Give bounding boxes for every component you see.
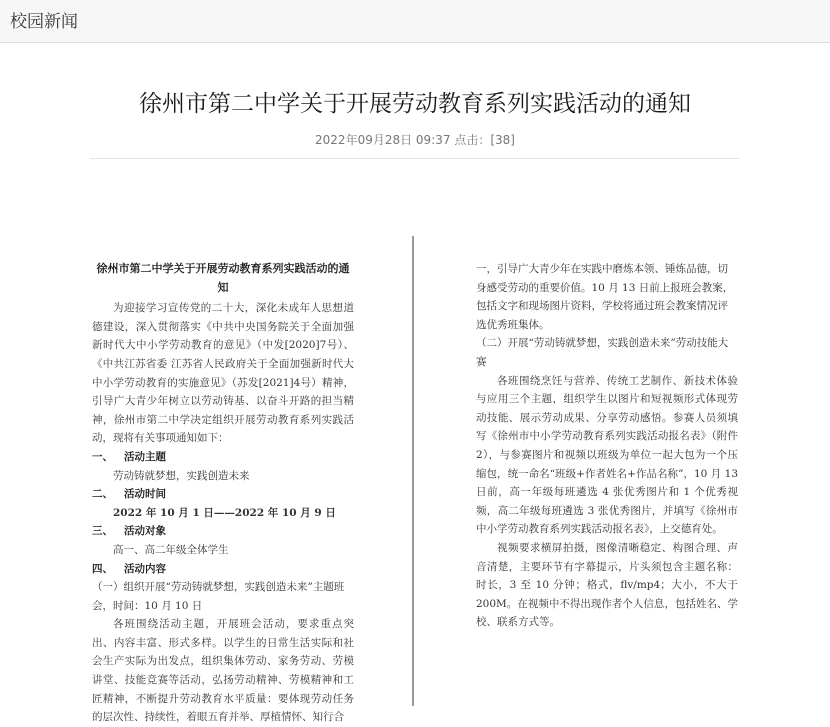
section-4-body-1: 各班围绕活动主题，开展班会活动，要求重点突出、内容丰富、形式多样。以学生的日常生活实际和社会生产实际为出发点，组织集体劳动、家务劳动、劳模讲堂、技能竞赛等活动，弘扬劳动精神、劳模精神和工匠精神，不断提升劳动教育水平质量：要体现劳动任务的层次性、持续性，着眼五育并举、厚植情怀、知行合 — [92, 618, 354, 724]
title-divider — [90, 158, 740, 159]
section-3-body: 高一、高二年级全体学生 — [113, 543, 229, 556]
doc-intro: 为迎接学习宣传党的二十大，深化未成年人思想道德建设，深入贯彻落实《中共中央国务院关于全面加强新时代大中小学劳动教育的意见》（中发[2020]7号）、《中共江苏省委 江苏省人民政府关于全面加强新时代大中小学劳动教育的实施意见》（苏发[2021]4号）精神，引导广大青少年树立以劳动铸基、以奋斗开路的担当精神，徐州市第二中学决定组织开展劳动教育系列实践活动，现将有关事项通知如下： — [92, 302, 354, 445]
document-right-page — [476, 260, 738, 632]
article-meta: 2022年09月28日 09:37 点击：[38] — [315, 133, 515, 147]
section-4-heading: 四、 活动内容 — [92, 562, 166, 575]
top-bar — [0, 0, 830, 43]
section-4-sub-1: （一）组织开展“劳动铸就梦想，实践创造未来”主题班会，时间：10 月 10 日 — [92, 581, 345, 612]
section-3-heading: 三、 活动对象 — [92, 525, 166, 538]
right-para-2: 各班围绕烹饪与营养、传统工艺制作、新技术体验与应用三个主题，组织学生以图片和短视频形式体现劳动技能、展示劳动成果、分享劳动感悟。参赛人员须填写《徐州市中小学劳动教育系列实践活动报名表》（附件 2），与参赛图片和视频以班级为单位一起大包为一个压缩包，统一命名“班级+作者姓名+作品名称”，10 月 13 日前，高一年级每班遴选 4 张优秀图片和 1 个优秀视频，高二年级每班遴选 3 张优秀图片，并填写《徐州市中小学劳动教育系列实践活动报名表》，上交德育处。 — [476, 374, 738, 536]
section-title[interactable]: 校园新闻 — [10, 12, 78, 32]
section-1-heading: 一、 活动主题 — [92, 450, 166, 463]
right-para-3: 视频要求横屏拍摄，图像清晰稳定、构图合理、声音清楚，主要环节有字幕提示，片头须包含主题名称：时长，3 至 10 分钟；格式，flv/mp4；大小，不大于 200M。在视频中不得出现作者个人信息，包括姓名、学校、联系方式等。 — [476, 541, 738, 629]
doc-title: 徐州市第二中学关于开展劳动教育系列实践活动的通知 — [96, 262, 350, 294]
section-1-body: 劳动铸就梦想，实践创造未来 — [113, 469, 250, 482]
document-left-page — [92, 260, 354, 727]
section-2-body: 2022 年 10 月 1 日——2022 年 10 月 9 日 — [113, 506, 336, 519]
section-2-heading: 二、 活动时间 — [92, 488, 166, 501]
section-4-sub-2: （二）开展“劳动铸就梦想，实践创造未来”劳动技能大赛 — [476, 337, 729, 368]
page-fold — [412, 236, 414, 706]
right-para-1: 一，引导广大青少年在实践中磨炼本领、锤炼品德，切身感受劳动的重要价值。10 月 13 日前上报班会教案，包括文字和现场图片资料，学校将通过班会教案情况评选优秀班集体。 — [476, 263, 734, 331]
article-title: 徐州市第二中学关于开展劳动教育系列实践活动的通知 — [139, 91, 691, 117]
